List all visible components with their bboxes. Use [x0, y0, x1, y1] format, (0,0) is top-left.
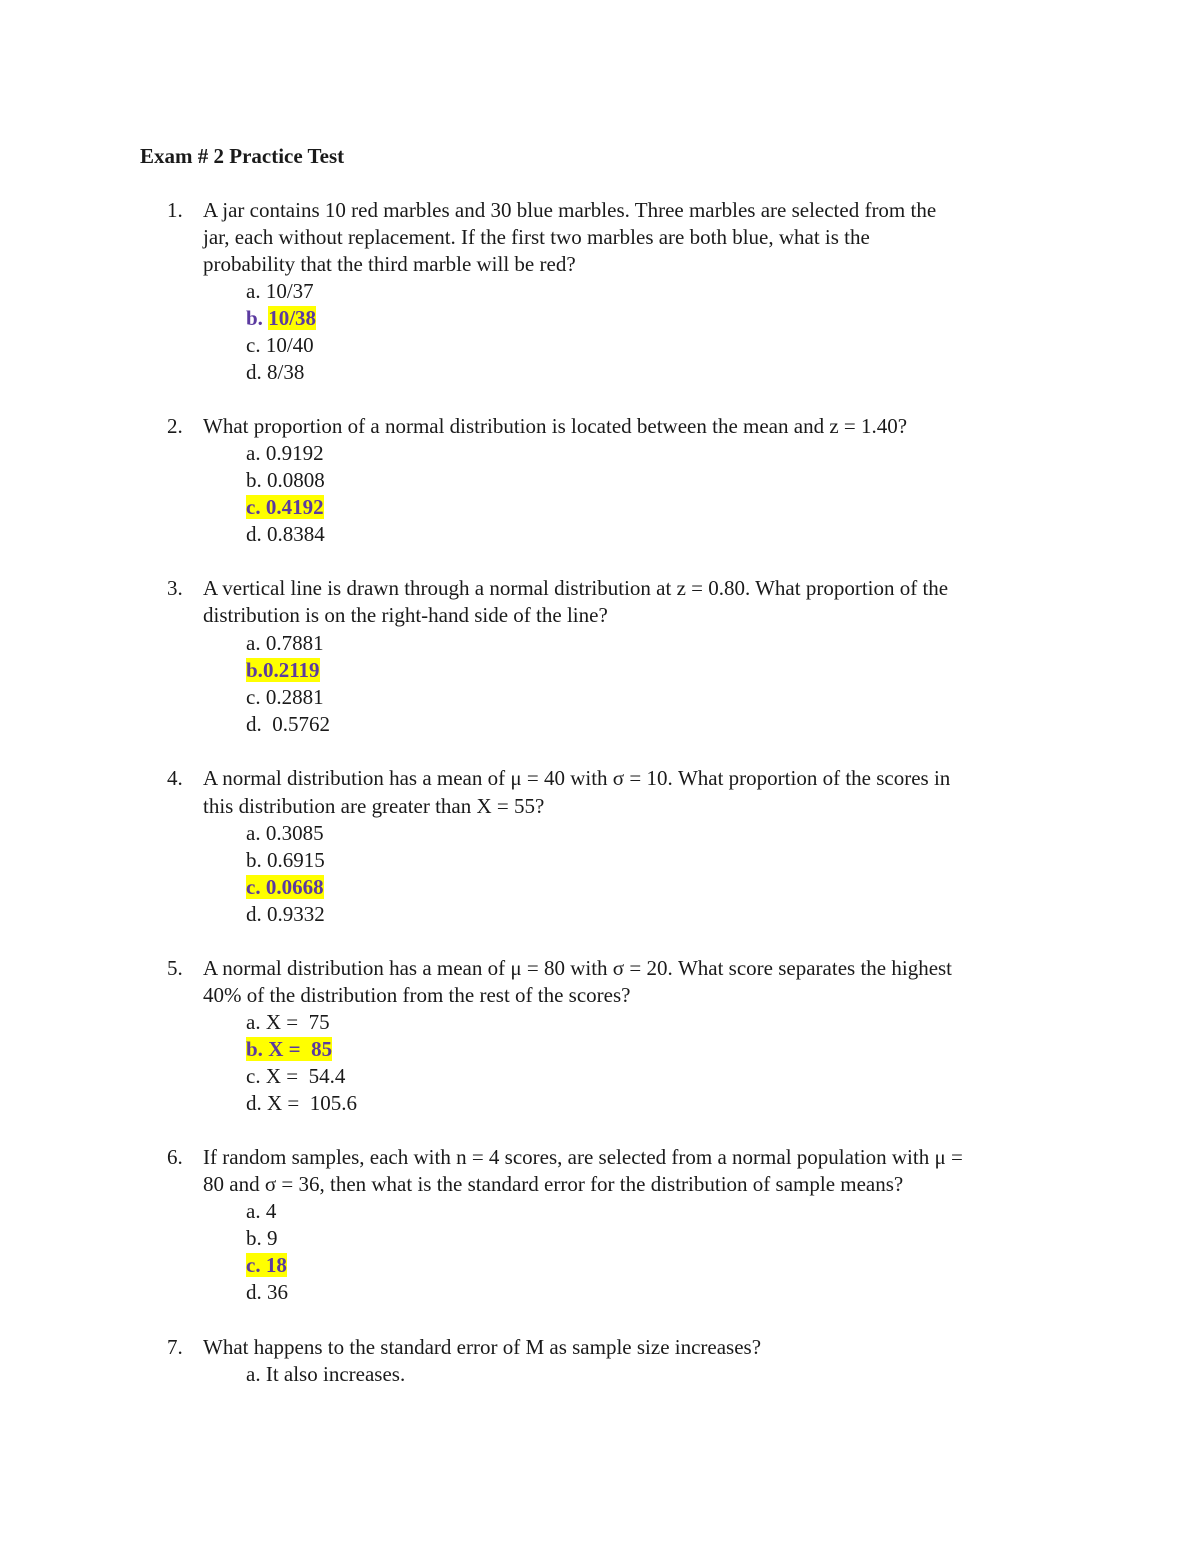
- option-prefix: c.: [246, 1253, 266, 1277]
- option-prefix: b.: [246, 306, 269, 330]
- option-prefix: d.: [246, 712, 273, 736]
- option-text: 9: [267, 1226, 278, 1250]
- option-a: [246, 278, 314, 305]
- correct-answer-highlight: [246, 495, 324, 519]
- option-text: 0.5762: [272, 712, 330, 736]
- option-prefix: a.: [246, 821, 266, 845]
- option-prefix: d.: [246, 1280, 267, 1304]
- correct-answer-highlight: [246, 1253, 287, 1277]
- question-text-line: A vertical line is drawn through a normal distribution at z = 0.80. What proportion of the: [203, 576, 949, 600]
- option-prefix: c.: [246, 875, 266, 899]
- option-text: X = 54.4: [265, 1064, 346, 1088]
- option-a: [246, 1198, 276, 1225]
- question-text-line: 40% of the distribution from the rest of the scores?: [203, 983, 631, 1007]
- option-prefix: b.: [246, 468, 267, 492]
- question-number: 5.: [167, 956, 183, 980]
- option-b: [246, 847, 325, 874]
- correct-answer-highlight: [246, 658, 320, 682]
- option-b-correct: [246, 657, 320, 684]
- question-text-line: A normal distribution has a mean of μ = 80 with σ = 20. What score separates the highest: [203, 956, 953, 980]
- option-prefix: d.: [246, 902, 267, 926]
- option-text: 0.7881: [265, 631, 324, 655]
- option-text: 0.6915: [267, 848, 325, 872]
- option-prefix: c.: [246, 495, 266, 519]
- option-prefix: c.: [246, 1064, 266, 1088]
- option-prefix: a.: [246, 1010, 266, 1034]
- option-text: It also increases.: [265, 1362, 406, 1386]
- question-text-line: If random samples, each with n = 4 scores, are selected from a normal population with μ =: [203, 1145, 963, 1169]
- option-text: 0.0668: [265, 875, 324, 899]
- option-prefix: d.: [246, 1091, 267, 1115]
- question-text-line: jar, each without replacement. If the first two marbles are both blue, what is the: [203, 225, 870, 249]
- option-text: 0.3085: [265, 821, 324, 845]
- question-number: 6.: [167, 1145, 183, 1169]
- question-number: 2.: [167, 414, 183, 438]
- option-text: 10/40: [265, 333, 314, 357]
- option-prefix: b.: [246, 658, 263, 682]
- option-text: 18: [265, 1253, 287, 1277]
- option-text: 0.9192: [265, 441, 324, 465]
- option-c-correct: [246, 1252, 287, 1279]
- question-number: 3.: [167, 576, 183, 600]
- option-prefix: a.: [246, 1199, 266, 1223]
- option-b-correct: [246, 1036, 332, 1063]
- option-c-correct: [246, 874, 324, 901]
- option-c: [246, 1063, 345, 1090]
- question-text-line: distribution is on the right-hand side of the line?: [203, 603, 608, 627]
- page-title: Exam # 2 Practice Test: [140, 144, 345, 168]
- question-text-line: What happens to the standard error of M as sample size increases?: [203, 1335, 762, 1359]
- option-c-correct: [246, 494, 324, 521]
- question-text-line: A jar contains 10 red marbles and 30 blue marbles. Three marbles are selected from the: [203, 198, 937, 222]
- question-number: 1.: [167, 198, 183, 222]
- option-prefix: d.: [246, 522, 267, 546]
- option-text: 0.0808: [267, 468, 325, 492]
- option-text: 0.2119: [262, 658, 320, 682]
- option-prefix: b.: [246, 848, 267, 872]
- option-c: [246, 332, 314, 359]
- option-a: [246, 1009, 330, 1036]
- option-prefix: d.: [246, 360, 267, 384]
- option-text: X = 105.6: [267, 1091, 358, 1115]
- option-b-correct: [246, 305, 316, 332]
- question-text-line: What proportion of a normal distribution is located between the mean and z = 1.40?: [203, 414, 908, 438]
- option-d: [246, 901, 325, 928]
- option-text: 36: [267, 1280, 288, 1304]
- option-text: 4: [265, 1199, 277, 1223]
- option-d: [246, 1279, 288, 1306]
- question-text-line: probability that the third marble will be red?: [203, 252, 576, 276]
- option-b: [246, 1225, 278, 1252]
- option-text: 0.2881: [265, 685, 324, 709]
- option-text: 0.8384: [267, 522, 325, 546]
- option-d: [246, 521, 325, 548]
- option-prefix: a.: [246, 1362, 266, 1386]
- option-a: [246, 820, 324, 847]
- option-prefix: b.: [246, 1037, 269, 1061]
- correct-answer-highlight: [246, 1037, 332, 1061]
- option-a: [246, 440, 324, 467]
- option-d: [246, 711, 330, 738]
- question-number: 4.: [167, 766, 183, 790]
- option-d: [246, 1090, 357, 1117]
- option-text: 0.4192: [265, 495, 324, 519]
- option-c: [246, 684, 324, 711]
- option-b: [246, 467, 325, 494]
- question-number: 7.: [167, 1335, 183, 1359]
- option-prefix: b.: [246, 1226, 267, 1250]
- option-text: X = 75: [265, 1010, 330, 1034]
- option-a: [246, 1361, 405, 1388]
- option-text: 0.9332: [267, 902, 325, 926]
- correct-answer-highlight: 10/38: [268, 306, 317, 330]
- option-a: [246, 630, 324, 657]
- correct-answer-highlight: [246, 875, 324, 899]
- option-prefix: a.: [246, 279, 266, 303]
- option-prefix: a.: [246, 441, 266, 465]
- question-text-line: 80 and σ = 36, then what is the standard error for the distribution of sample means?: [203, 1172, 904, 1196]
- option-prefix: c.: [246, 685, 266, 709]
- question-text-line: this distribution are greater than X = 55?: [203, 794, 545, 818]
- option-prefix: c.: [246, 333, 266, 357]
- question-text-line: A normal distribution has a mean of μ = 40 with σ = 10. What proportion of the scores in: [203, 766, 951, 790]
- option-text: 10/37: [265, 279, 314, 303]
- option-text: 8/38: [267, 360, 305, 384]
- option-text: X = 85: [268, 1037, 333, 1061]
- option-d: [246, 359, 304, 386]
- option-prefix: a.: [246, 631, 266, 655]
